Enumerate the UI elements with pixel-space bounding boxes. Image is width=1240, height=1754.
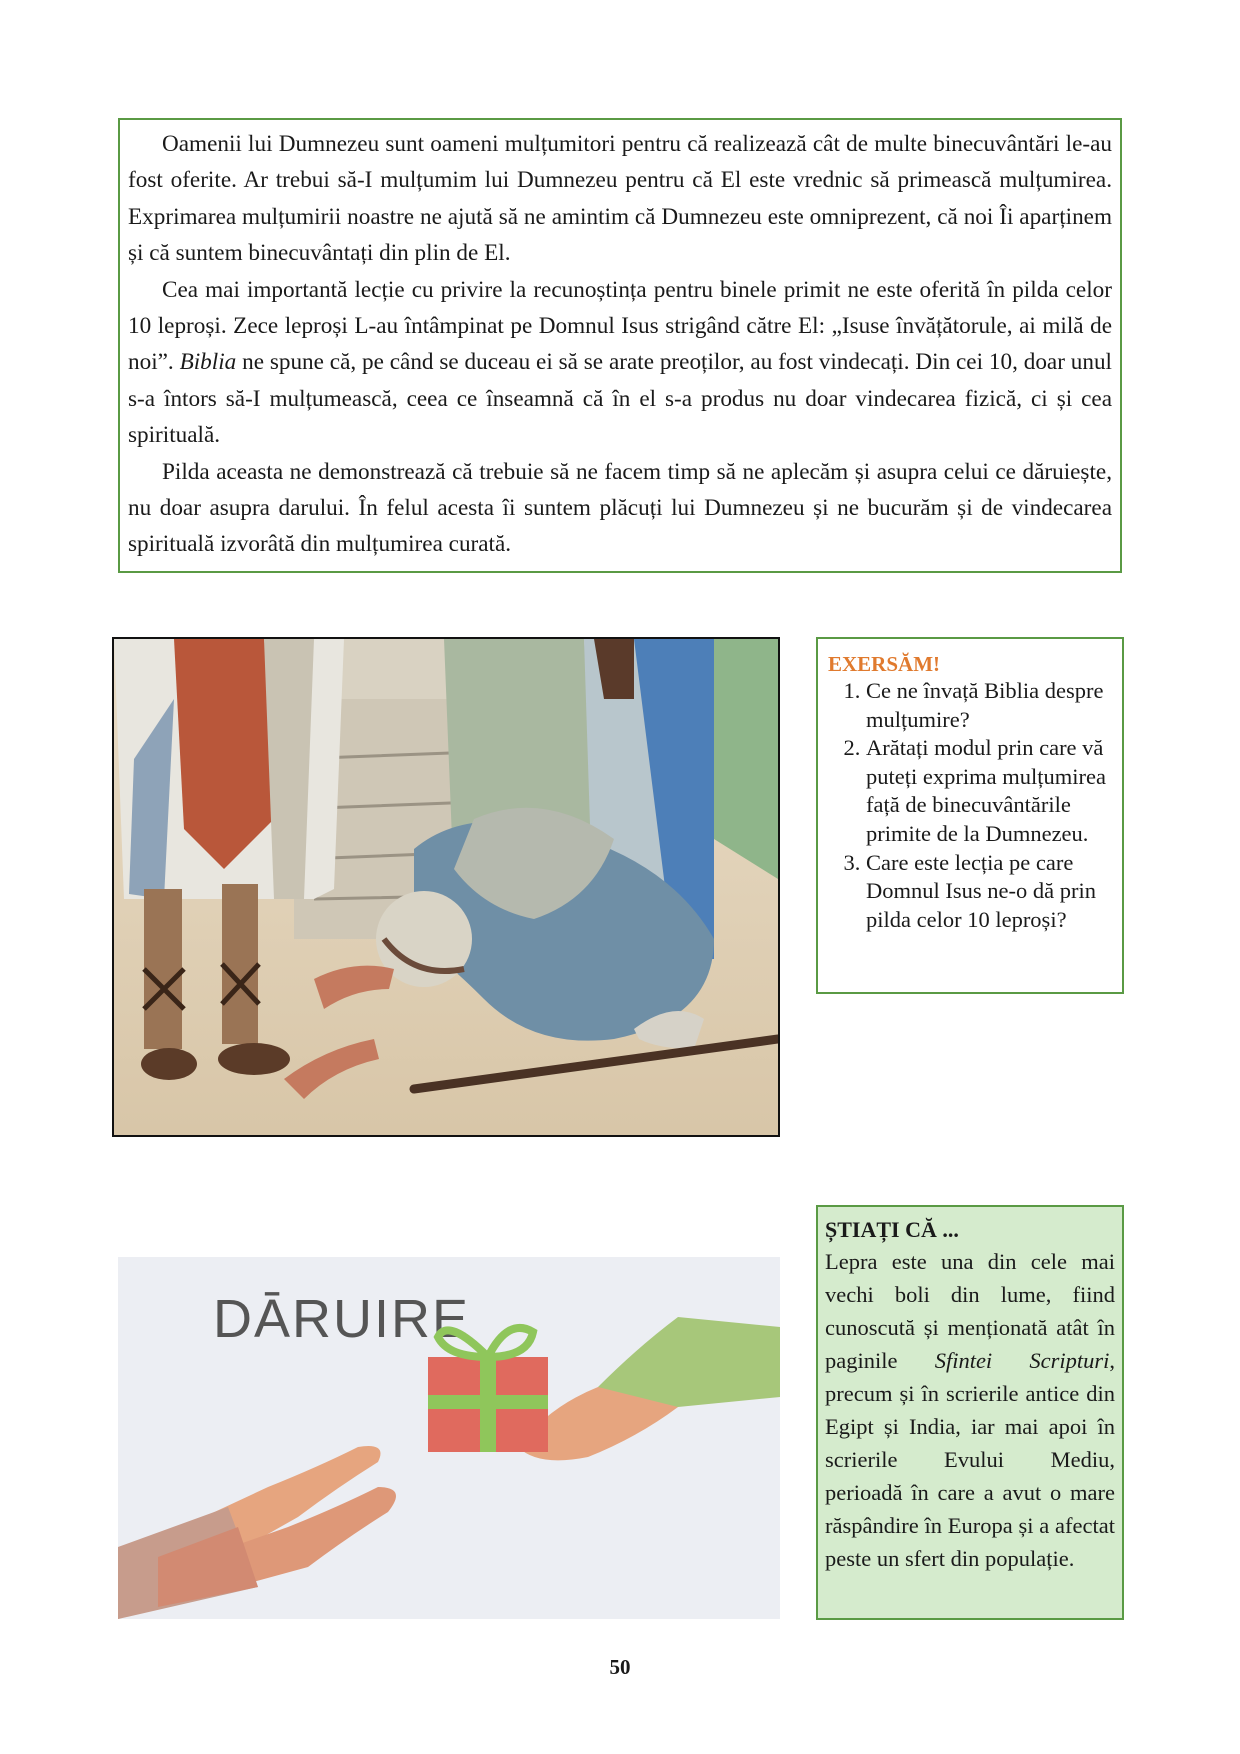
drawing-caption: DĀRUIRE xyxy=(213,1289,471,1349)
exercise-item: 1. Ce ne învață Biblia despre mulțumire? xyxy=(866,677,1112,734)
exercise-item: 3. Care este lecția pe care Domnul Isus ne-o dă prin pilda celor 10 leproși? xyxy=(866,849,1112,935)
paragraph-2-part-2: ne spune că, pe când se duceau ei să se arate preoților, au fost vindecați. Din cei 10, doar unul s-a întors să-I mulțumească, ceea ce înseamnă că în el s-a produs nu doar vindecarea fizică, ci și cea spirituală. xyxy=(128,349,1112,449)
paragraph-2 xyxy=(128,272,1112,454)
did-you-know-text xyxy=(825,1245,1115,1575)
giving-drawing xyxy=(118,1257,780,1619)
main-text-box xyxy=(118,118,1122,573)
paragraph-1: Oamenii lui Dumnezeu sunt oameni mulțumitori pentru că realizează cât de multe binecuvântări le-au fost oferite. Ar trebui să-I mulțumim lui Dumnezeu pentru că El este vrednic să primească mulțumirea. Exprimarea mulțumirii noastre ne ajută să ne amintim că Dumnezeu este omniprezent, că noi Îi aparținem și că suntem binecuvântați din plin de El. xyxy=(128,131,1112,267)
giving-drawing-svg xyxy=(118,1257,780,1619)
leper-thanks-illustration xyxy=(112,637,780,1137)
did-you-know-part-2: , precum și în scrierile antice din Egipt și India, iar mai apoi în scrierile Evului Mediu, perioadă în care a avut o mare răspândire în Europa și a afectat peste un sfert din populație. xyxy=(825,1348,1116,1571)
did-you-know-box xyxy=(816,1205,1124,1620)
exercise-box xyxy=(816,637,1124,994)
leper-illustration-svg xyxy=(114,639,778,1135)
did-you-know-title: ȘTIAȚI CĂ ... xyxy=(825,1217,959,1242)
exercise-list xyxy=(828,677,1112,934)
did-you-know-part-1: Lepra este una din cele mai vechi boli din lume, fiind cunoscută și menționată atât în paginile xyxy=(825,1249,1115,1373)
page-number: 50 xyxy=(609,1655,631,1679)
paragraph-2-part-1: Cea mai importantă lecție cu privire la recunoștința pentru binele primit ne este oferită în pilda celor 10 leproși. Zece leproși L-au întâmpinat pe Domnul Isus strigând către El: „Isuse învățătorule, ai milă de noi”. xyxy=(128,276,1112,376)
exercise-title: EXERSĂM! xyxy=(828,652,941,676)
paragraph-2-italic: Biblia xyxy=(179,349,237,376)
did-you-know-italic: Sfintei Scripturi xyxy=(934,1348,1110,1373)
paragraph-3: Pilda aceasta ne demonstrează că trebuie să ne facem timp să ne aplecăm și asupra celui ce dăruiește, nu doar asupra darului. În felul acesta îi suntem plăcuți lui Dumnezeu și ne bucurăm și de vindecarea spirituală izvorâtă din mulțumirea curată. xyxy=(128,458,1112,558)
exercise-item: 2. Arătați modul prin care vă puteți exprima mulțumirea față de binecuvântările primite de la Dumnezeu. xyxy=(866,734,1112,848)
